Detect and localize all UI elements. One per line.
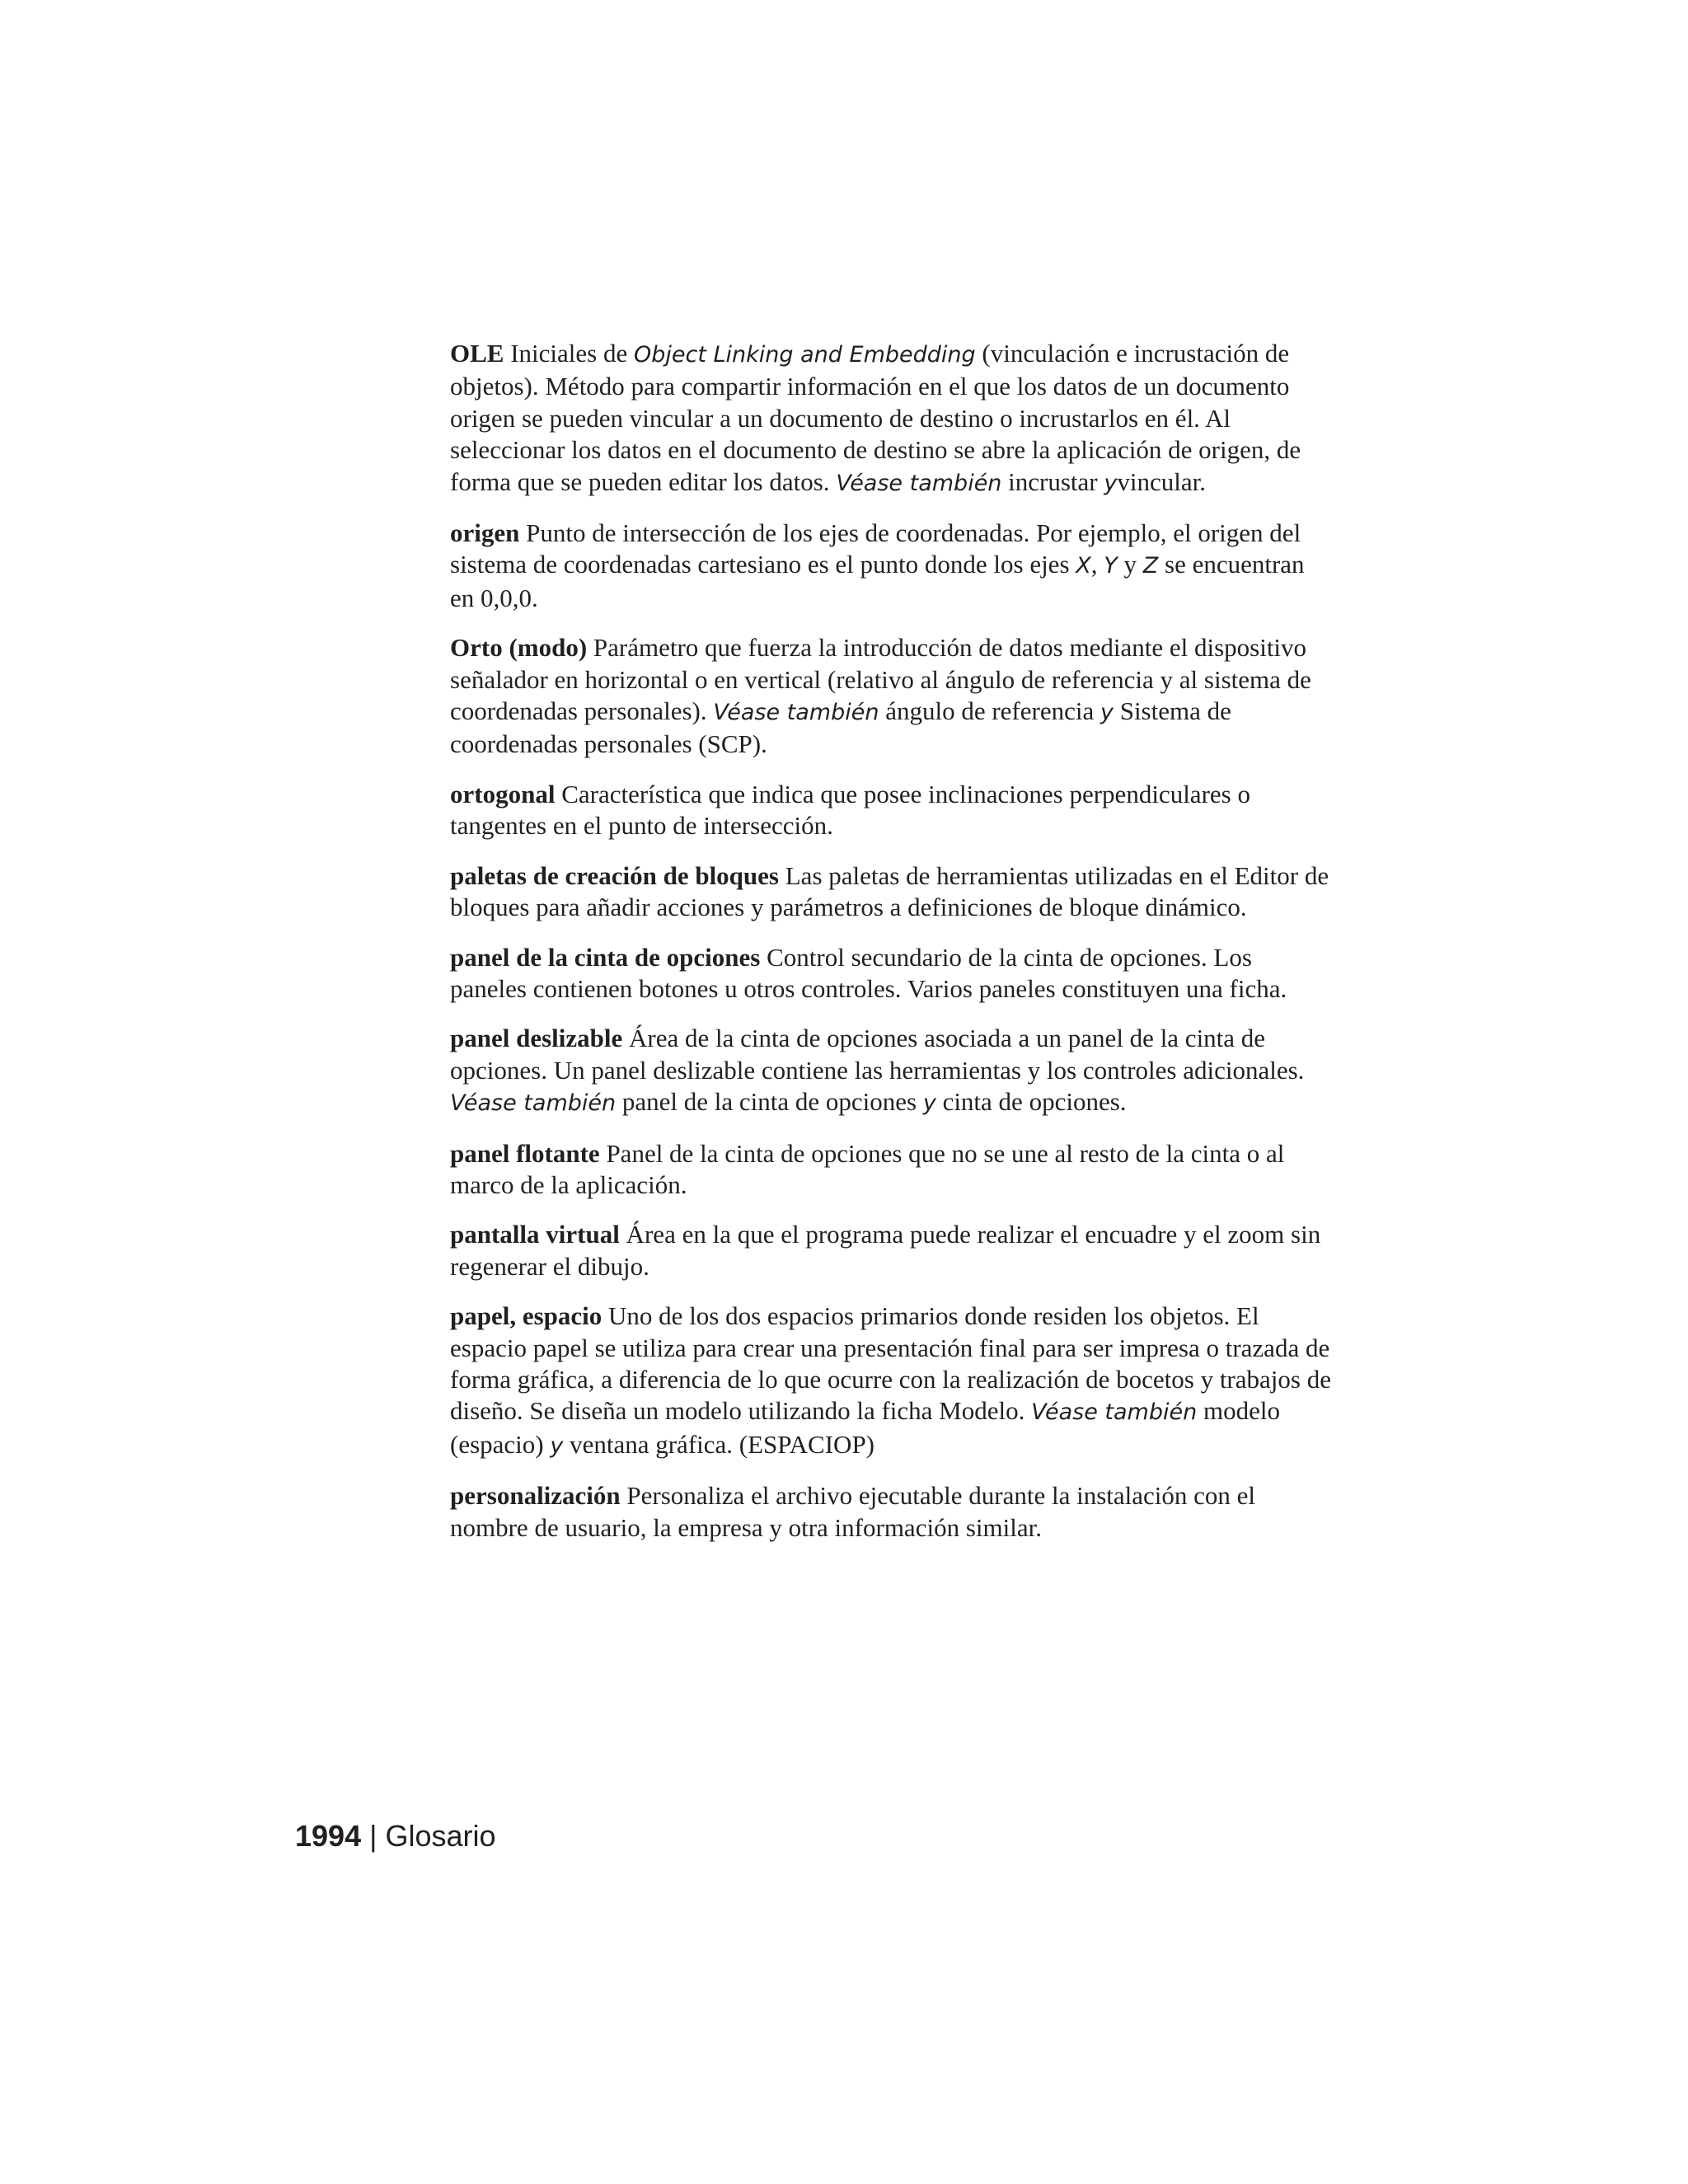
entry-see-also: Véase también <box>713 700 879 726</box>
glossary-entry-panel-deslizable <box>450 1023 1332 1119</box>
entry-text: vincular. <box>1117 466 1206 496</box>
entry-term: papel, espacio <box>450 1301 603 1331</box>
entry-italic-text: y <box>922 1090 936 1117</box>
entry-term: paletas de creación de bloques <box>450 860 779 890</box>
glossary-entry-ortogonal <box>450 779 1332 842</box>
entry-text: Las paletas de herramientas utilizadas en el Editor de bloques para añadir acciones y parámetros a definiciones de bloque dinámico. <box>450 860 1329 922</box>
glossary-entry-ole <box>450 338 1332 499</box>
entry-text: cinta de opciones. <box>935 1087 1127 1117</box>
entry-text: panel de la cinta de opciones <box>616 1087 923 1117</box>
entry-italic-text: Y <box>1104 553 1118 579</box>
entry-text: Uno de los dos espacios primarios donde residen los objetos. El espacio papel se utiliza para crear una presentación final para ser impresa o trazada de forma gráfica, a diferencia de lo que ocurre con la realización de bocetos y trabajos de diseño. Se diseña un modelo utilizando la ficha Modelo. <box>450 1301 1331 1426</box>
entry-term: personalización <box>450 1481 621 1511</box>
entry-term: pantalla virtual <box>450 1220 620 1249</box>
entry-italic-text: y <box>550 1432 564 1459</box>
glossary-entry-orto-modo <box>450 632 1332 761</box>
entry-text: Área de la cinta de opciones asociada a un panel de la cinta de opciones. Un panel deslizable contiene las herramientas y los controles adicionales. <box>450 1024 1305 1085</box>
entry-text: Control secundario de la cinta de opciones. Los paneles contienen botones u otros controles. Varios paneles constituyen una ficha. <box>450 942 1287 1003</box>
entry-text: ángulo de referencia <box>879 696 1100 726</box>
entry-text: y <box>1117 550 1143 579</box>
entry-text: (vinculación e incrustación de objetos). Método para compartir información en el que los datos de un documento origen se pueden vincular a un documento de destino o incrustarlos en él. Al seleccionar los datos en el documento de destino se abre la aplicación de origen, de forma que se pueden editar los datos. <box>450 339 1301 496</box>
entry-text: Área en la que el programa puede realizar el encuadre y el zoom sin regenerar el dibujo. <box>450 1220 1321 1281</box>
entry-term: ortogonal <box>450 779 556 808</box>
glossary-entry-personalizacion <box>450 1480 1332 1544</box>
entry-italic-text: y <box>1100 700 1114 726</box>
entry-term: origen <box>450 518 520 548</box>
entry-text: Panel de la cinta de opciones que no se une al resto de la cinta o al marco de la aplicación. <box>450 1138 1285 1199</box>
entry-text: Personaliza el archivo ejecutable durante la instalación con el nombre de usuario, la empresa y otra información similar. <box>450 1481 1256 1542</box>
entry-term: Orto (modo) <box>450 633 588 663</box>
glossary-entry-paletas-creacion-bloques <box>450 860 1332 924</box>
glossary-entry-panel-cinta-opciones <box>450 942 1332 1005</box>
entry-text: Parámetro que fuerza la introducción de datos mediante el dispositivo señalador en horizontal o en vertical (relativo al ángulo de referencia y al sistema de coordenadas personales). <box>450 633 1311 726</box>
entry-text: Iniciales de <box>504 339 634 368</box>
entry-term: panel deslizable <box>450 1024 623 1053</box>
entry-term: panel de la cinta de opciones <box>450 942 761 972</box>
page-number: 1994 <box>295 1819 362 1853</box>
entry-text: Característica que indica que posee inclinaciones perpendiculares o tangentes en el punto de intersección. <box>450 779 1250 841</box>
entry-see-also: Véase también <box>1031 1399 1198 1426</box>
entry-text: Sistema de coordenadas personales (SCP). <box>450 696 1231 759</box>
entry-see-also: Véase también <box>450 1090 617 1117</box>
glossary-content <box>450 338 1332 1562</box>
entry-text: incrustar <box>1001 466 1104 496</box>
footer-separator: | <box>361 1819 386 1853</box>
entry-italic-text: Object Linking and Embedding <box>633 342 976 368</box>
glossary-entry-origen <box>450 518 1332 614</box>
entry-italic-text: X <box>1076 553 1091 579</box>
entry-text: modelo (espacio) <box>450 1396 1280 1459</box>
entry-italic-text: Z <box>1142 553 1159 579</box>
entry-italic-text: y <box>1104 470 1118 496</box>
glossary-entry-pantalla-virtual <box>450 1219 1332 1282</box>
entry-text: Punto de intersección de los ejes de coordenadas. Por ejemplo, el origen del sistema de coordenadas cartesiano es el punto donde los ejes <box>450 518 1301 579</box>
entry-term: OLE <box>450 339 504 368</box>
entry-term: panel flotante <box>450 1138 600 1168</box>
entry-see-also: Véase también <box>836 470 1002 496</box>
entry-text: se encuentran en 0,0,0. <box>450 550 1305 612</box>
entry-text: ventana gráfica. (ESPACIOP) <box>563 1429 875 1459</box>
entry-text: , <box>1090 550 1104 579</box>
glossary-entry-panel-flotante <box>450 1138 1332 1202</box>
page-footer <box>295 1818 496 1854</box>
glossary-entry-papel-espacio <box>450 1301 1332 1462</box>
section-title: Glosario <box>385 1819 496 1853</box>
